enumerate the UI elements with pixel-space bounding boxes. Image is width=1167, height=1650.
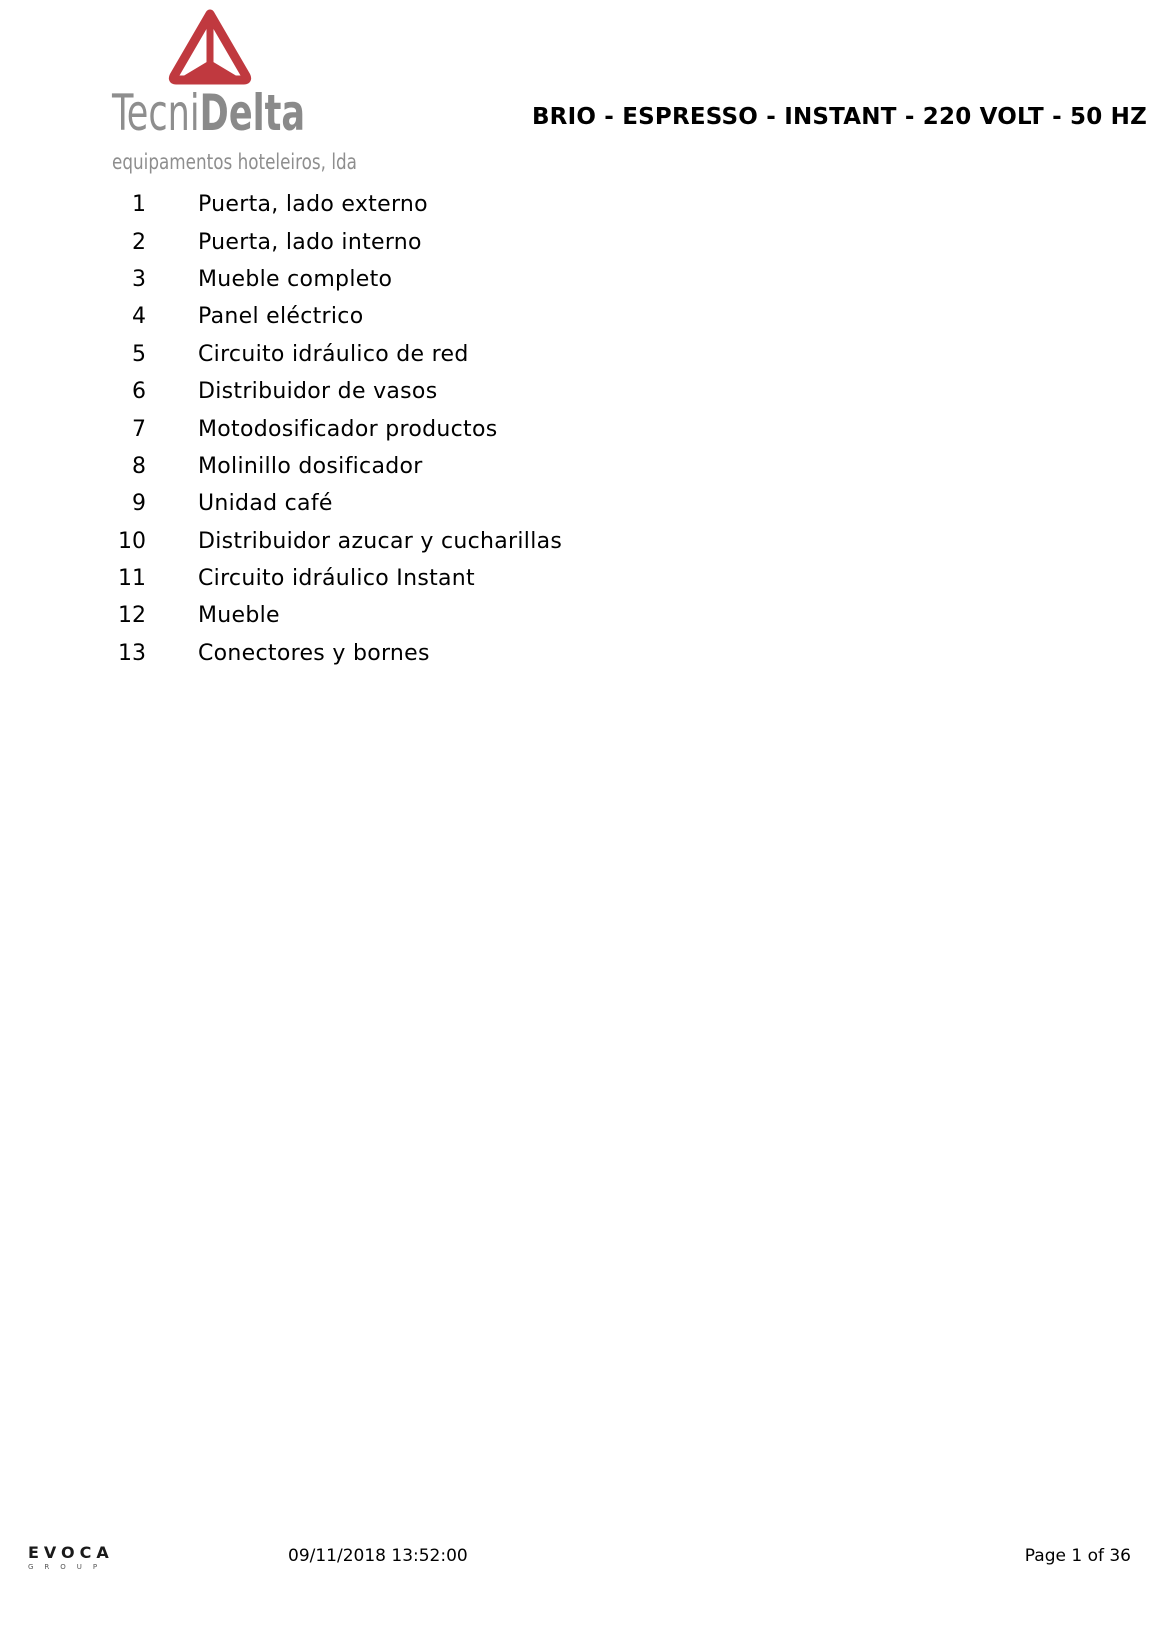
item-label: Motodosificador productos	[198, 416, 498, 442]
list-item	[100, 223, 562, 260]
item-label: Puerta, lado interno	[198, 229, 422, 255]
logo-word-delta: Delta	[199, 84, 306, 142]
item-number: 6	[132, 379, 146, 405]
item-number: 1	[132, 192, 146, 218]
item-number: 4	[132, 304, 146, 330]
evoca-wordmark: EVOCA	[28, 1543, 114, 1562]
list-item	[100, 560, 562, 597]
item-number: 8	[132, 453, 146, 479]
item-label: Unidad café	[198, 491, 333, 517]
list-item	[100, 448, 562, 485]
item-number: 2	[132, 229, 146, 255]
page-number: Page 1 of 36	[1024, 1546, 1131, 1566]
item-number: 11	[118, 566, 146, 592]
item-label: Circuito idráulico Instant	[198, 566, 475, 592]
item-label: Mueble completo	[198, 266, 393, 292]
item-label: Mueble	[198, 603, 280, 629]
item-number: 3	[132, 266, 146, 292]
list-item	[100, 523, 562, 560]
item-number: 10	[118, 528, 146, 554]
item-number: 7	[132, 416, 146, 442]
list-item	[100, 186, 562, 223]
list-item	[100, 410, 562, 447]
list-item	[100, 635, 562, 672]
item-label: Molinillo dosificador	[198, 453, 423, 479]
list-item	[100, 485, 562, 522]
print-datetime: 09/11/2018 13:52:00	[288, 1546, 468, 1566]
list-item	[100, 336, 562, 373]
list-item	[100, 597, 562, 634]
item-label: Panel eléctrico	[198, 304, 364, 330]
logo-tagline: equipamentos hoteleiros, lda	[112, 150, 357, 174]
list-item	[100, 298, 562, 335]
tecnidelta-logo	[112, 8, 357, 178]
item-label: Conectores y bornes	[198, 640, 430, 666]
item-label: Circuito idráulico de red	[198, 341, 469, 367]
logo-word-tecni: Tecni	[112, 84, 200, 142]
item-label: Distribuidor de vasos	[198, 379, 438, 405]
item-number: 9	[132, 491, 146, 517]
list-item	[100, 261, 562, 298]
item-label: Distribuidor azucar y cucharillas	[198, 528, 563, 554]
item-label: Puerta, lado externo	[198, 192, 428, 218]
delta-triangle-icon	[112, 8, 332, 88]
parts-list	[100, 186, 562, 672]
item-number: 12	[118, 603, 146, 629]
logo-wordmark	[112, 84, 306, 142]
item-number: 5	[132, 341, 146, 367]
item-number: 13	[118, 640, 146, 666]
list-item	[100, 373, 562, 410]
document-title: BRIO - ESPRESSO - INSTANT - 220 VOLT - 50 HZ	[531, 104, 1147, 130]
evoca-logo	[28, 1545, 118, 1585]
evoca-group-label: GROUP	[28, 1563, 109, 1571]
